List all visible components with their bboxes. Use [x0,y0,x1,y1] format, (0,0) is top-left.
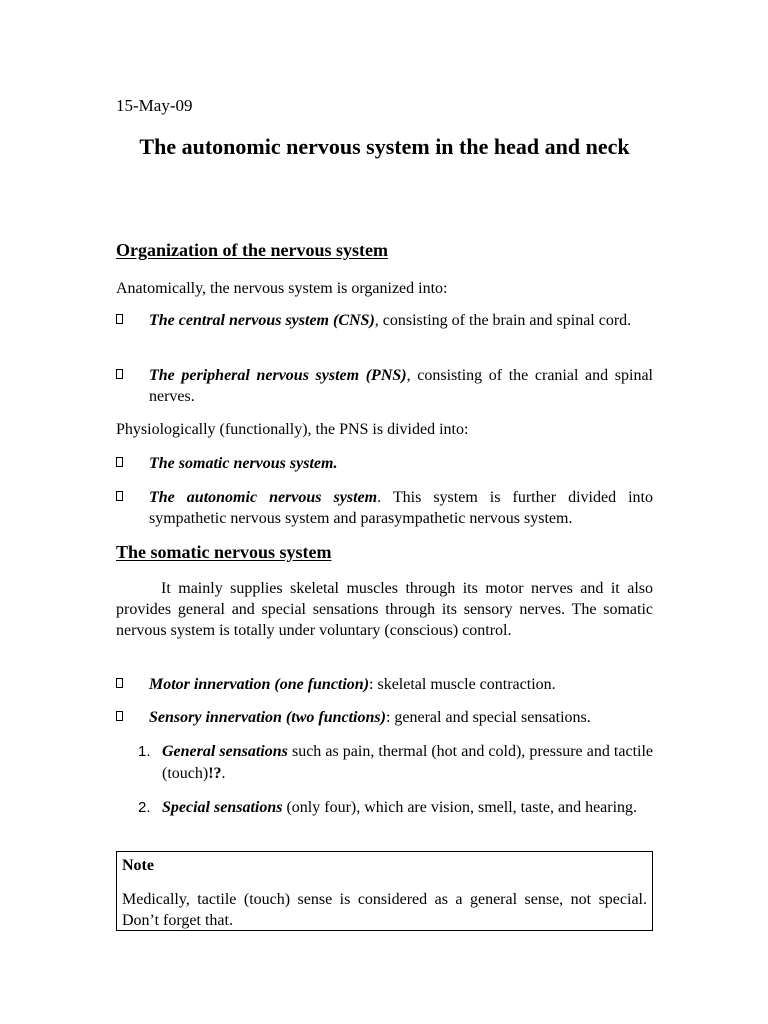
note-box [116,851,653,931]
physiological-intro: Physiologically (functionally), the PNS is divided into: [116,421,469,438]
desc-cns: , consisting of the brain and spinal cord. [374,312,632,329]
emphasis-mark: !? [208,765,222,782]
anatomical-intro: Anatomically, the nervous system is organized into: [116,280,448,297]
list-item-autonomic [116,487,653,529]
term-general-sensations: General sensations [162,743,288,760]
bullet-icon [116,711,123,721]
list-item-somatic [116,453,653,474]
item-number: 1. [138,743,151,760]
term-autonomic: The autonomic nervous system [149,489,378,506]
somatic-paragraph: It mainly supplies skeletal muscles through its motor nerves and it also provides general and special sensations through its sensory nerves. The somatic nervous system is totally under voluntary (conscious) control. [116,580,653,639]
desc-sensory: : general and special sensations. [385,709,591,726]
numbered-item-general [116,741,653,785]
term-motor: Motor innervation (one function) [149,676,370,693]
section-heading-somatic: The somatic nervous system [116,542,332,562]
term-special-sensations: Special sensations [162,799,283,816]
document-title: The autonomic nervous system in the head and neck [139,134,630,159]
list-item-sensory [116,707,653,728]
section-heading-organization: Organization of the nervous system [116,240,388,260]
bullet-icon [116,491,123,501]
bullet-icon [116,678,123,688]
bullet-icon [116,314,123,324]
term-sensory: Sensory innervation (two functions) [149,709,386,726]
term-cns: The central nervous system (CNS) [149,312,375,329]
bullet-icon [116,457,123,467]
desc-autonomic: . This system is further divided into sympathetic nervous system and parasympathetic nervous system. [149,489,653,527]
list-item-cns [116,310,653,331]
desc-general-sensations: such as pain, thermal (hot and cold), pressure and tactile (touch) [162,743,654,782]
desc-tail: . [221,765,226,782]
document-date: 15-May-09 [116,96,193,115]
term-pns: The peripheral nervous system (PNS) [149,367,407,384]
desc-motor: : skeletal muscle contraction. [369,676,556,693]
term-somatic: The somatic nervous system. [149,455,338,472]
note-text: Medically, tactile (touch) sense is considered as a general sense, not special. Don’t forget that. [122,891,647,929]
numbered-item-special [116,797,653,819]
note-title: Note [122,857,154,874]
desc-pns: , consisting of the cranial and spinal nerves. [149,367,654,405]
bullet-icon [116,369,123,379]
list-item-pns [116,365,653,407]
desc-special-sensations: (only four), which are vision, smell, taste, and hearing. [282,799,638,816]
item-number: 2. [138,799,151,816]
list-item-motor [116,674,653,695]
